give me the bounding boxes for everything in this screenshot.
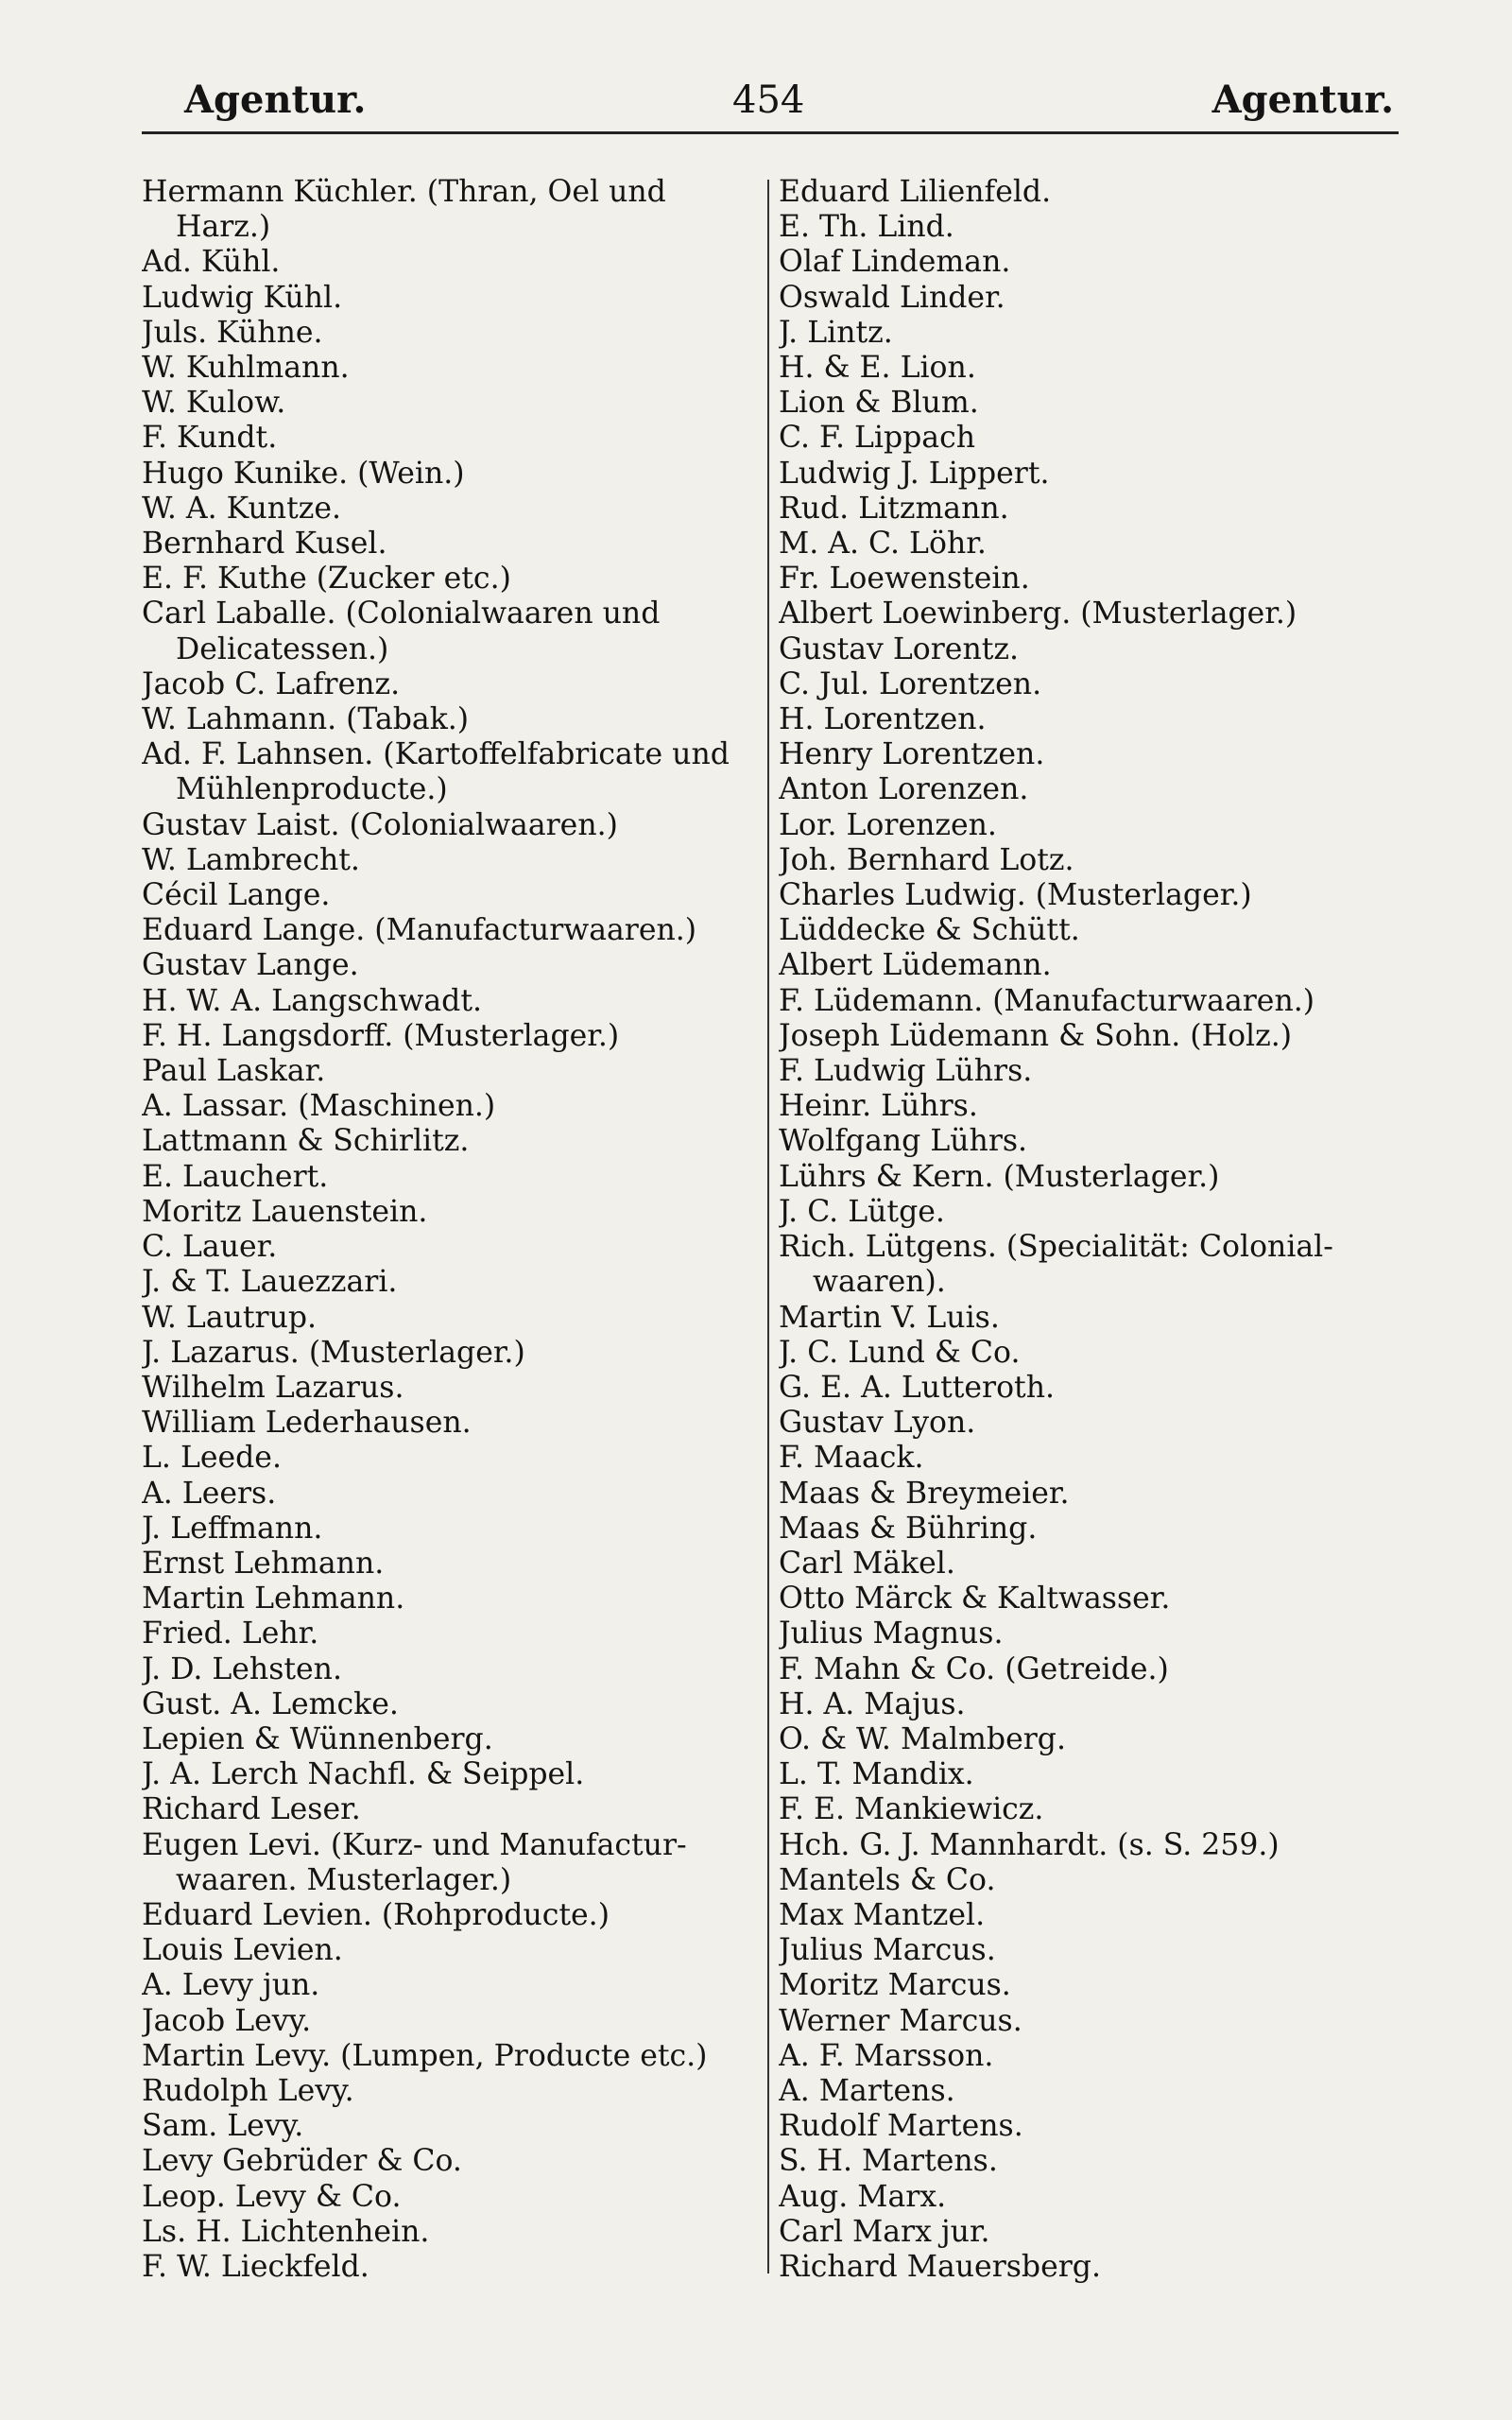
header-right-title: Agentur. [1211, 78, 1394, 122]
directory-entry: Lepien & Wünnenberg. [142, 1721, 493, 1756]
directory-entry: Ad. F. Lahnsen. (Kartoffelfabricate und [142, 737, 730, 772]
directory-entry: F. E. Mankiewicz. [779, 1792, 1044, 1827]
directory-entry: William Lederhausen. [142, 1406, 472, 1441]
directory-entry: F. Lüdemann. (Manufacturwaaren.) [779, 983, 1315, 1018]
directory-entry: Aug. Marx. [779, 2179, 947, 2214]
directory-entry: L. Leede. [142, 1441, 282, 1476]
directory-entry: F. H. Langsdorff. (Musterlager.) [142, 1018, 620, 1053]
directory-entry: E. Th. Lind. [779, 210, 954, 245]
directory-entry: Hermann Küchler. (Thran, Oel und [142, 175, 666, 209]
directory-entry: Lion & Blum. [779, 386, 979, 421]
directory-entry: Ernst Lehmann. [142, 1546, 385, 1581]
directory-entry: Henry Lorentzen. [779, 737, 1045, 772]
directory-entry: Hugo Kunike. (Wein.) [142, 456, 465, 491]
directory-entry: J. & T. Lauezzari. [142, 1265, 398, 1300]
directory-entry: A. Martens. [779, 2073, 955, 2108]
directory-entry: H. W. A. Langschwadt. [142, 983, 482, 1018]
directory-entry: J. Lintz. [779, 315, 893, 350]
directory-entry: Ls. H. Lichtenhein. [142, 2214, 430, 2249]
page-number: 454 [732, 78, 805, 122]
directory-entry: Gustav Lorentz. [779, 631, 1019, 666]
directory-entry: Mühlenproducte.) [176, 772, 448, 807]
directory-entry: Lüddecke & Schütt. [779, 913, 1080, 948]
directory-entry: Julius Marcus. [779, 1933, 996, 1968]
directory-entry: Charles Ludwig. (Musterlager.) [779, 878, 1252, 913]
directory-entry: J. D. Lehsten. [142, 1651, 342, 1686]
directory-entry: Wilhelm Lazarus. [142, 1370, 404, 1405]
column-divider [767, 180, 769, 2273]
left-column [142, 175, 756, 2285]
directory-entry: A. F. Marsson. [779, 2038, 994, 2073]
directory-entry: Gustav Lange. [142, 948, 359, 983]
directory-entry: O. & W. Malmberg. [779, 1721, 1066, 1756]
directory-entry: Anton Lorenzen. [779, 772, 1029, 807]
directory-entry: Ad. Kühl. [142, 245, 281, 280]
directory-entry: Fr. Loewenstein. [779, 562, 1030, 596]
directory-entry: W. Kulow. [142, 386, 286, 421]
page-header [142, 76, 1399, 134]
directory-entry: Cécil Lange. [142, 878, 331, 913]
directory-entry: Eduard Levien. (Rohproducte.) [142, 1897, 610, 1932]
directory-entry: Gustav Lyon. [779, 1406, 976, 1441]
directory-entry: E. Lauchert. [142, 1159, 329, 1194]
directory-entry: H. Lorentzen. [779, 702, 987, 737]
right-column [779, 175, 1431, 2285]
directory-entry: A. Lassar. (Maschinen.) [142, 1089, 496, 1124]
directory-entry: Wolfgang Lührs. [779, 1124, 1028, 1159]
directory-entry: Joh. Bernhard Lotz. [779, 842, 1074, 877]
directory-entry: Moritz Marcus. [779, 1968, 1011, 2003]
directory-entry: Ludwig Kühl. [142, 280, 343, 315]
directory-entry: H. & E. Lion. [779, 351, 976, 386]
directory-entry: F. Kundt. [142, 421, 278, 456]
directory-entry: Albert Loewinberg. (Musterlager.) [779, 596, 1297, 631]
directory-entry: Fried. Lehr. [142, 1616, 319, 1651]
directory-entry: Carl Mäkel. [779, 1546, 955, 1581]
directory-entry: W. A. Kuntze. [142, 491, 341, 526]
directory-entry: Levy Gebrüder & Co. [142, 2144, 462, 2179]
directory-entry: waaren. Musterlager.) [176, 1862, 512, 1897]
directory-entry: Ludwig J. Lippert. [779, 456, 1050, 491]
directory-entry: F. W. Lieckfeld. [142, 2249, 369, 2284]
directory-entry: G. E. A. Lutteroth. [779, 1370, 1056, 1405]
directory-entry: Eduard Lilienfeld. [779, 175, 1052, 209]
directory-entry: Jacob C. Lafrenz. [142, 666, 401, 701]
directory-entry: W. Lautrup. [142, 1300, 318, 1335]
directory-entry: L. T. Mandix. [779, 1757, 974, 1792]
directory-entry: S. H. Martens. [779, 2144, 998, 2179]
directory-entry: E. F. Kuthe (Zucker etc.) [142, 562, 511, 596]
directory-entry: J. Lazarus. (Musterlager.) [142, 1335, 525, 1370]
directory-entry: Carl Laballe. (Colonialwaaren und [142, 596, 661, 631]
directory-entry: Louis Levien. [142, 1933, 343, 1968]
directory-entry: A. Levy jun. [142, 1968, 320, 2003]
directory-entry: Joseph Lüdemann & Sohn. (Holz.) [779, 1018, 1293, 1053]
directory-entry: Harz.) [176, 210, 271, 245]
directory-entry: Werner Marcus. [779, 2003, 1022, 2038]
directory-entry: Albert Lüdemann. [779, 948, 1052, 983]
directory-entry: Otto Märck & Kaltwasser. [779, 1582, 1171, 1616]
directory-entry: J. A. Lerch Nachfl. & Seippel. [142, 1757, 585, 1792]
directory-entry: F. Maack. [779, 1441, 924, 1476]
directory-entry: J. C. Lund & Co. [779, 1335, 1021, 1370]
directory-entry: Maas & Breymeier. [779, 1476, 1070, 1511]
directory-entry: waaren). [813, 1265, 946, 1300]
directory-entry: C. Jul. Lorentzen. [779, 666, 1042, 701]
directory-entry: Delicatessen.) [176, 631, 389, 666]
directory-entry: M. A. C. Löhr. [779, 527, 987, 562]
directory-entry: C. F. Lippach [779, 421, 976, 456]
directory-entry: Eugen Levi. (Kurz- und Manufactur- [142, 1827, 687, 1862]
header-rule [142, 131, 1399, 134]
directory-entry: J. C. Lütge. [779, 1194, 945, 1229]
directory-entry: Paul Laskar. [142, 1054, 326, 1089]
directory-entry: Rudolf Martens. [779, 2109, 1023, 2144]
directory-entry: Bernhard Kusel. [142, 527, 387, 562]
directory-entry: Juls. Kühne. [142, 315, 323, 350]
directory-entry: J. Leffmann. [142, 1511, 323, 1546]
directory-entry: W. Kuhlmann. [142, 351, 350, 386]
directory-entry: Oswald Linder. [779, 280, 1005, 315]
directory-entry: W. Lahmann. (Tabak.) [142, 702, 470, 737]
directory-entry: Carl Marx jur. [779, 2214, 990, 2249]
directory-entry: Martin V. Luis. [779, 1300, 1000, 1335]
directory-entry: Olaf Lindeman. [779, 245, 1011, 280]
header-left-title: Agentur. [184, 78, 367, 122]
directory-entry: Rud. Litzmann. [779, 491, 1009, 526]
directory-entry: Richard Leser. [142, 1792, 361, 1827]
directory-entry: Moritz Lauenstein. [142, 1194, 428, 1229]
directory-entry: Lattmann & Schirlitz. [142, 1124, 470, 1159]
directory-entry: Leop. Levy & Co. [142, 2179, 402, 2214]
directory-entry: W. Lambrecht. [142, 842, 360, 877]
directory-entry: Gust. A. Lemcke. [142, 1686, 399, 1721]
directory-entry: Jacob Levy. [142, 2003, 312, 2038]
directory-entry: Mantels & Co. [779, 1862, 996, 1897]
directory-entry: Lührs & Kern. (Musterlager.) [779, 1159, 1220, 1194]
directory-entry: Sam. Levy. [142, 2109, 304, 2144]
directory-entry: Lor. Lorenzen. [779, 807, 997, 842]
directory-entry: Gustav Laist. (Colonialwaaren.) [142, 807, 618, 842]
directory-entry: Hch. G. J. Mannhardt. (s. S. 259.) [779, 1827, 1280, 1862]
directory-entry: A. Leers. [142, 1476, 277, 1511]
directory-entry: Heinr. Lührs. [779, 1089, 978, 1124]
directory-entry: F. Mahn & Co. (Getreide.) [779, 1651, 1169, 1686]
directory-entry: F. Ludwig Lührs. [779, 1054, 1033, 1089]
directory-entry: Max Mantzel. [779, 1897, 986, 1932]
directory-entry: Rich. Lütgens. (Specialität: Colonial- [779, 1230, 1333, 1265]
directory-entry: Eduard Lange. (Manufacturwaaren.) [142, 913, 697, 948]
directory-entry: C. Lauer. [142, 1230, 278, 1265]
directory-entry: Maas & Bühring. [779, 1511, 1038, 1546]
directory-entry: H. A. Majus. [779, 1686, 966, 1721]
directory-entry: Martin Levy. (Lumpen, Producte etc.) [142, 2038, 708, 2073]
directory-entry: Richard Mauersberg. [779, 2249, 1101, 2284]
directory-entry: Rudolph Levy. [142, 2073, 354, 2108]
directory-entry: Martin Lehmann. [142, 1582, 405, 1616]
directory-entry: Julius Magnus. [779, 1616, 1004, 1651]
